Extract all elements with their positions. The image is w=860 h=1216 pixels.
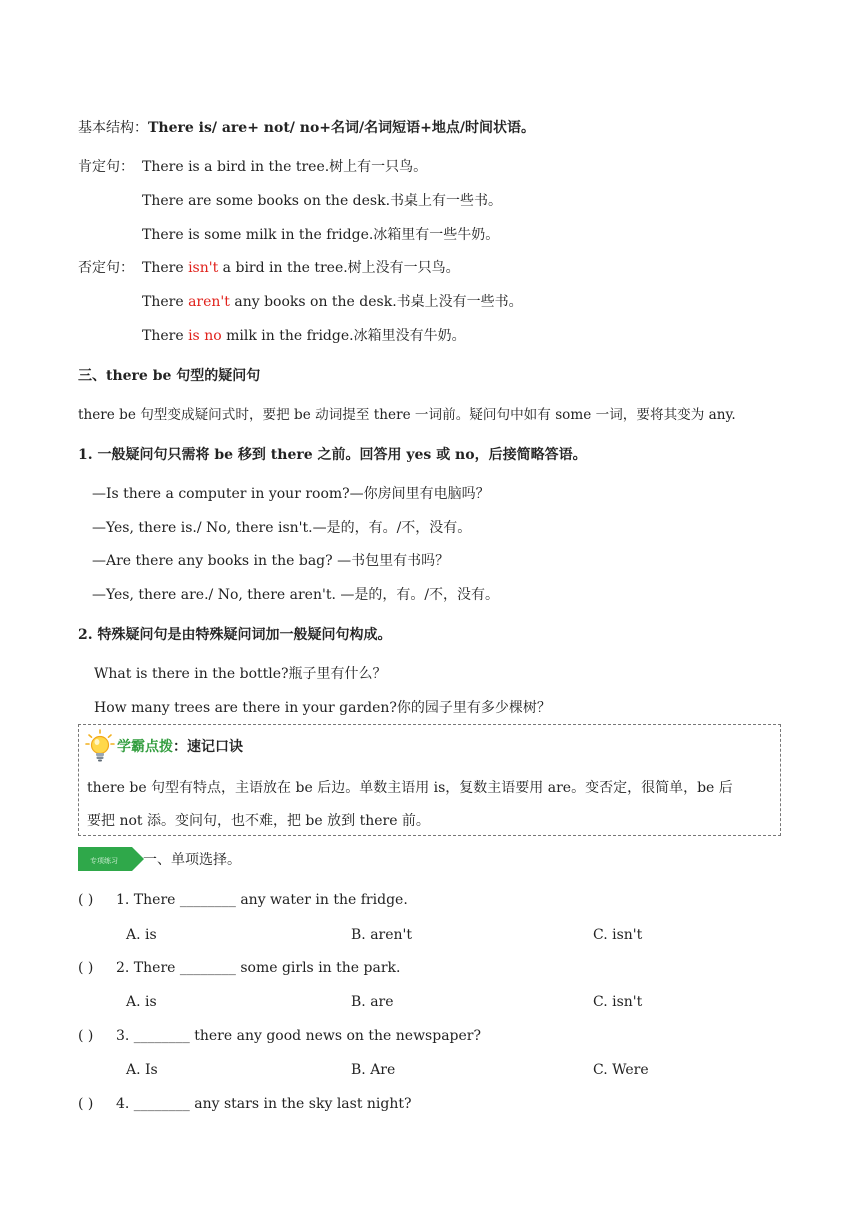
structure-formula: There is/ are+ not/ no+名词/名词短语+地点/时间状语。: [148, 120, 535, 136]
option-b[interactable]: B. aren't: [351, 927, 413, 943]
structure-line: [78, 118, 535, 138]
option-a[interactable]: A. is: [126, 927, 157, 943]
option-a[interactable]: A. is: [126, 994, 157, 1010]
negative-example: [142, 258, 460, 278]
dialog-line: —Is there a computer in your room?—你房间里有电脑吗？: [92, 486, 490, 502]
affirmative-example: There is some milk in the fridge.冰箱里有一些牛奶。: [142, 227, 500, 243]
text: There: [142, 260, 189, 276]
answer-blank[interactable]: ( ): [78, 1096, 94, 1112]
negation-highlight: is no: [188, 328, 222, 344]
exercise-tag-badge: [78, 847, 144, 871]
point-heading: 2. 特殊疑问句是由特殊疑问词加一般疑问句构成。: [78, 627, 392, 643]
tip-text: there be 句型有特点，主语放在 be 后边。单数主语用 is，复数主语要用 are。变否定，很简单，be 后: [87, 780, 733, 796]
section-intro: there be 句型变成疑问式时，要把 be 动词提至 there 一词前。疑问句中如有 some 一词，要将其变为 any.: [78, 407, 736, 423]
affirmative-label: 肯定句：: [78, 159, 134, 175]
dialog-line: —Yes, there are./ No, there aren't. —是的，有。/不，没有。: [92, 587, 500, 603]
negation-highlight: aren't: [188, 294, 230, 310]
negation-highlight: isn't: [188, 260, 219, 276]
structure-label: 基本结构：: [78, 120, 148, 136]
answer-blank[interactable]: ( ): [78, 960, 94, 976]
answer-blank[interactable]: ( ): [78, 892, 94, 908]
tip-title-highlight: 学霸点拨: [117, 739, 173, 755]
text: There: [142, 294, 189, 310]
option-c[interactable]: C. isn't: [593, 927, 643, 943]
question-stem: 4. ________ any stars in the sky last night?: [116, 1096, 412, 1112]
exercise-heading: 一、单项选择。: [143, 852, 241, 868]
section-heading: 三、there be 句型的疑问句: [78, 368, 261, 384]
text: a bird in the tree.树上没有一只鸟。: [218, 260, 460, 276]
example-line: What is there in the bottle?瓶子里有什么？: [94, 666, 387, 682]
affirmative-example: There are some books on the desk.书桌上有一些书。: [142, 193, 503, 209]
option-c[interactable]: C. isn't: [593, 994, 643, 1010]
text: milk in the fridge.冰箱里没有牛奶。: [221, 328, 466, 344]
negative-example: [142, 292, 523, 312]
text: any books on the desk.书桌上没有一些书。: [229, 294, 523, 310]
affirmative-example: There is a bird in the tree.树上有一只鸟。: [142, 159, 428, 175]
lightbulb-icon: [85, 729, 115, 763]
example-line: How many trees are there in your garden?你的园子里有多少棵树？: [94, 700, 551, 716]
option-b[interactable]: B. are: [351, 994, 394, 1010]
tip-text: 要把 not 添。变问句，也不难，把 be 放到 there 前。: [87, 813, 430, 829]
option-b[interactable]: B. Are: [351, 1062, 396, 1078]
question-stem: 2. There ________ some girls in the park.: [116, 960, 401, 976]
point-heading: 1. 一般疑问句只需将 be 移到 there 之前。回答用 yes 或 no，后接简略答语。: [78, 447, 587, 463]
question-stem: 3. ________ there any good news on the newspaper?: [116, 1028, 481, 1044]
option-a[interactable]: A. Is: [126, 1062, 158, 1078]
answer-blank[interactable]: ( ): [78, 1028, 94, 1044]
dialog-line: —Are there any books in the bag? —书包里有书吗？: [92, 553, 450, 569]
negative-label: 否定句：: [78, 260, 134, 276]
negative-example: [142, 326, 466, 346]
tip-box: [78, 724, 781, 836]
tip-title-rest: ：速记口诀: [173, 739, 243, 755]
dialog-line: —Yes, there is./ No, there isn't.—是的，有。/不，没有。: [92, 520, 472, 536]
question-stem: 1. There ________ any water in the fridge.: [116, 892, 408, 908]
tip-title: [117, 737, 243, 757]
option-c[interactable]: C. Were: [593, 1062, 649, 1078]
exercise-tag-text: 专项练习: [90, 857, 118, 865]
text: There: [142, 328, 189, 344]
